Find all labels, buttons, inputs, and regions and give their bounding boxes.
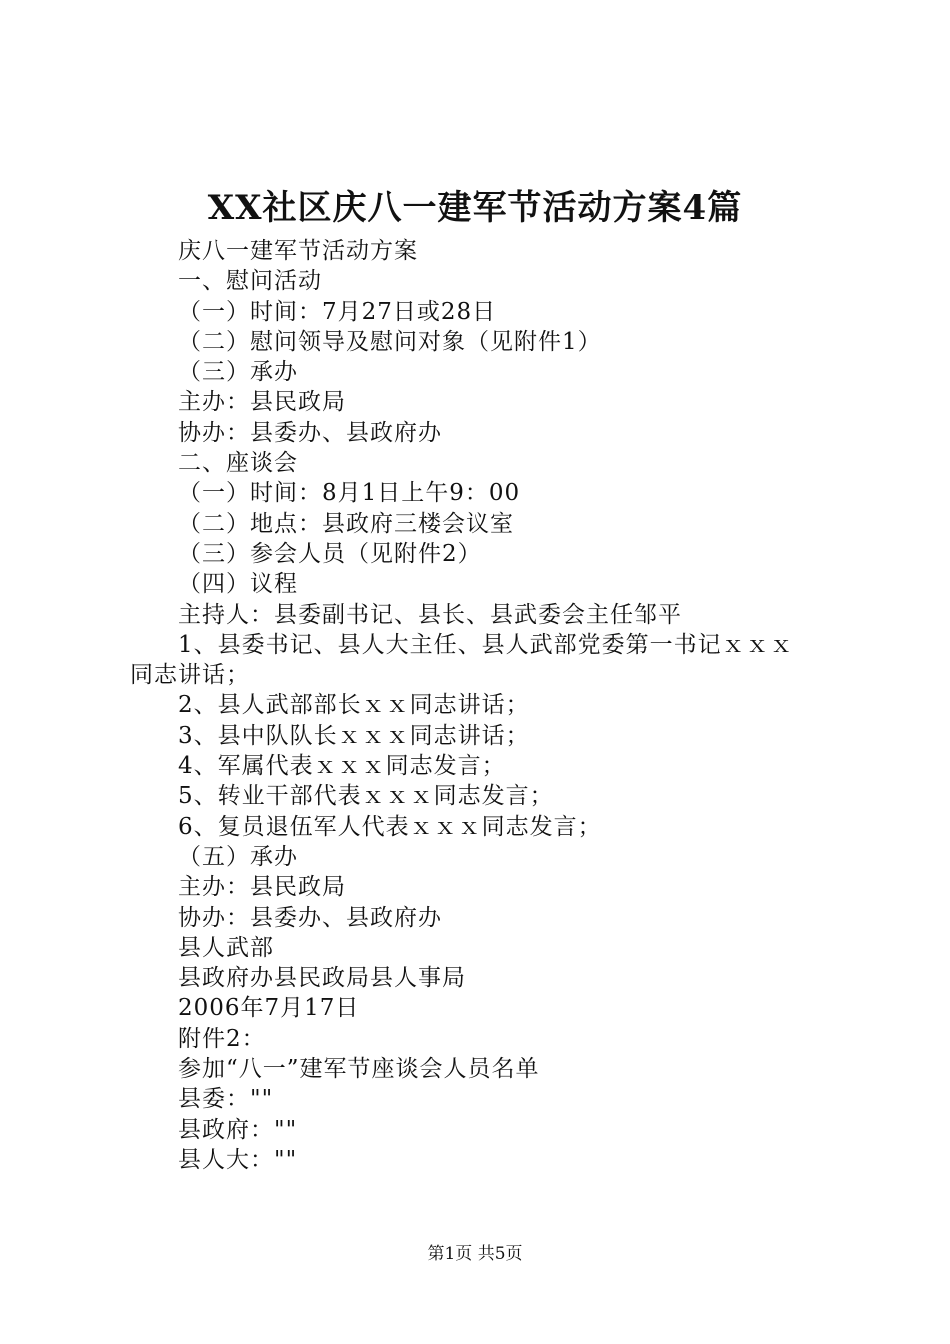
body-line: 一、慰问活动 bbox=[178, 268, 322, 295]
body-line: 协办：县委办、县政府办 bbox=[178, 419, 442, 446]
body-line: 3、县中队队长ｘｘｘ同志讲话； bbox=[178, 722, 530, 749]
body-line: 1、县委书记、县人大主任、县人武部党委第一书记ｘｘｘ bbox=[178, 631, 794, 658]
page-footer: 第1页 共5页 bbox=[427, 1244, 523, 1264]
body-line: 4、军属代表ｘｘｘ同志发言； bbox=[178, 753, 506, 780]
body-line: （一）时间：8月1日上午9：00 bbox=[178, 480, 521, 507]
body-line: 6、复员退伍军人代表ｘｘｘ同志发言； bbox=[178, 813, 602, 840]
body-line: （二）慰问领导及慰问对象（见附件1） bbox=[178, 328, 602, 355]
document-title: XX社区庆八一建军节活动方案4篇 bbox=[207, 188, 743, 228]
body-line: 主办：县民政局 bbox=[178, 874, 346, 901]
body-line: 主持人：县委副书记、县长、县武委会主任邹平 bbox=[178, 601, 682, 628]
body-line: 县委："" bbox=[178, 1086, 274, 1113]
body-line: 附件2： bbox=[178, 1025, 266, 1052]
body-line: （五）承办 bbox=[178, 843, 298, 870]
body-line: 县政府："" bbox=[178, 1116, 298, 1143]
body-line: 庆八一建军节活动方案 bbox=[178, 238, 418, 264]
body-line: 协办：县委办、县政府办 bbox=[178, 904, 442, 931]
body-line: （三）参会人员（见附件2） bbox=[178, 540, 482, 567]
body-line: 县人武部 bbox=[178, 934, 274, 961]
body-line: （三）承办 bbox=[178, 359, 298, 386]
body-line: 2006年7月17日 bbox=[178, 995, 360, 1022]
body-line: （一）时间：7月27日或28日 bbox=[178, 298, 497, 325]
body-line: 2、县人武部部长ｘｘ同志讲话； bbox=[178, 692, 530, 719]
body-line: 同志讲话； bbox=[130, 662, 250, 689]
body-line: （二）地点：县政府三楼会议室 bbox=[178, 510, 514, 537]
document-body bbox=[130, 236, 830, 1175]
body-line: 二、座谈会 bbox=[178, 450, 298, 477]
body-line: 主办：县民政局 bbox=[178, 389, 346, 416]
body-line: （四）议程 bbox=[178, 571, 298, 598]
body-line: 县政府办县民政局县人事局 bbox=[178, 965, 466, 992]
body-line: 参加“八一”建军节座谈会人员名单 bbox=[178, 1056, 540, 1083]
body-line: 5、转业干部代表ｘｘｘ同志发言； bbox=[178, 783, 554, 810]
body-line: 县人大："" bbox=[178, 1146, 298, 1173]
